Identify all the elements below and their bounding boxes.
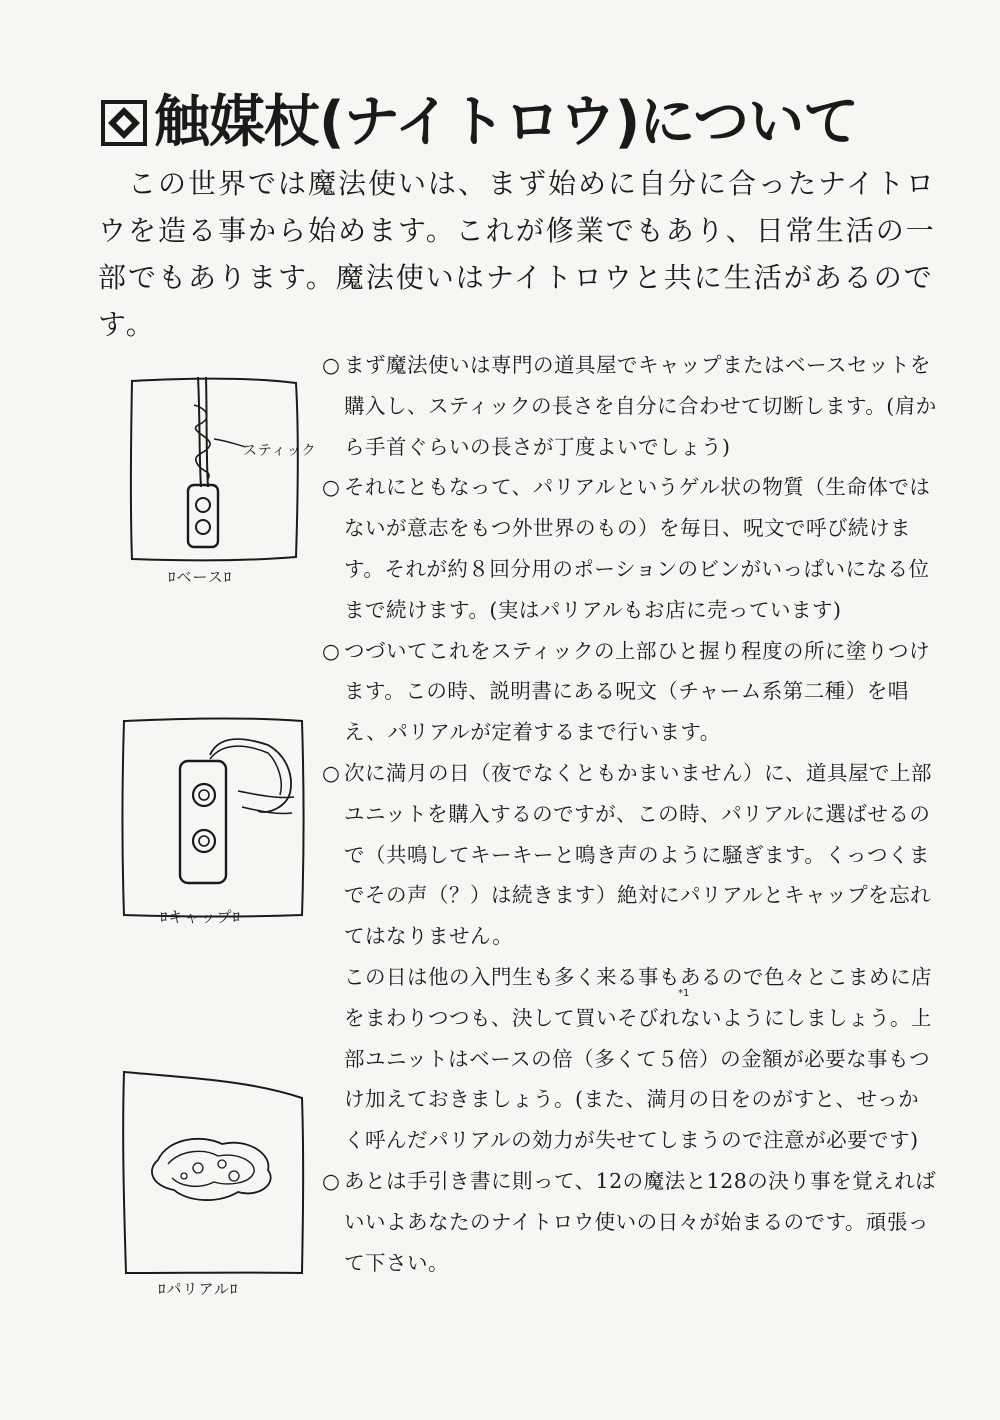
base-sketch [128, 375, 303, 570]
footnote-mark: *1 [678, 988, 690, 999]
step-text: それにともなって、パリアルというゲル状の物質（生命体ではないが意志をもつ外世界のもの）を毎日、呪文で呼び続けます。それが約８回分用のポーションのビンがいっぱいになる位まで続けます。(実はパリアルもお店に売っています) [344, 475, 931, 622]
parial-label: ﾛパリアルﾛ [158, 1280, 239, 1298]
steps-list [322, 345, 940, 1283]
step-text: まず魔法使いは専門の道具屋でキャップまたはベースセットを購入し、スティックの長さを自分に合わせて切断します。(肩から手首ぐらいの長さが丁度よいでしょう) [344, 353, 937, 459]
title-text: 触媒杖(ナイトロウ)について [154, 90, 859, 155]
step-text: この日は他の入門生も多く来る事もあるので色々とこまめに店をまわりつつも、決して買いそびれないようにしましょう。上部ユニットはベースの倍（多くて５倍）の金額が必要な事もつけ加えておきましょう。(また、満月の日をのがすと、せっかく呼んだパリアルの効力が失せてしまうので注意が必要です) [344, 964, 932, 1153]
cap-label: ﾛキャップﾛ [160, 908, 242, 926]
step-item [322, 1161, 940, 1283]
step-text: つづいてこれをスティックの上部ひと握り程度の所に塗りつけます。この時、説明書にある呪文（チャーム系第二種）を唱え、パリアルが定着するまで行います。 [344, 638, 930, 745]
page-title [100, 88, 960, 158]
step-text: 次に満月の日（夜でなくともかまいません）に、道具屋で上部ユニットを購入するのですが、この時、パリアルに選ばせるので（共鳴してキーキーと鳴き声のように騒ぎます。くっつくまでその声（？）は続きます）絶対にパリアルとキャップを忘れてはなりません。 [344, 760, 932, 949]
step-continuation [322, 957, 940, 1161]
step-item [322, 467, 940, 630]
stick-note-label: スティック [243, 443, 317, 459]
diamond-frame-icon [100, 99, 148, 147]
step-item [322, 631, 940, 753]
bullet-circle: ○ [322, 1168, 341, 1193]
parial-sketch [118, 1068, 308, 1278]
bullet-circle: ○ [322, 760, 341, 785]
bullet-circle: ○ [322, 475, 341, 500]
bullet-circle: ○ [322, 353, 341, 377]
bullet-circle: ○ [322, 638, 341, 663]
step-item [322, 345, 940, 467]
step-item [322, 753, 940, 957]
intro-paragraph: この世界では魔法使いは、まず始めに自分に合ったナイトロウを造る事から始めます。これが修業でもあり、日常生活の一部でもあります。魔法使いはナイトロウと共に生活があるのです。 [98, 167, 937, 341]
cap-sketch [118, 715, 308, 920]
step-text: あとは手引き書に則って、12の魔法と128の決り事を覚えればいいよあなたのナイトロウ使いの日々が始まるのです。頑張って下さい。 [344, 1168, 937, 1275]
base-label: ﾛベースﾛ [168, 568, 233, 586]
